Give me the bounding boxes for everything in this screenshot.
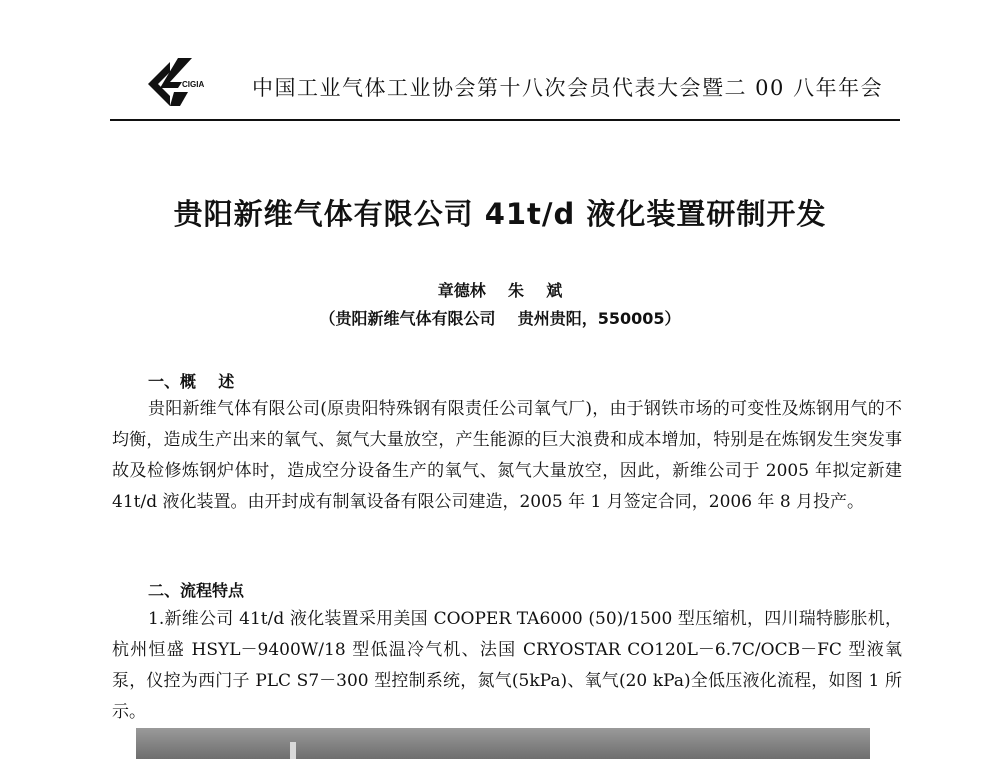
section-paragraph-process: 1.新维公司 41t/d 液化装置采用美国 COOPER TA6000 (50)/1500 型压缩机，四川瑞特膨胀机，杭州恒盛 HSYL－9400W/18 型低温冷气机、法国 CRYOSTAR CO120L－6.7C/OCB－FC 型液氧泵，仪控为西门子 PLC S7－300 型控制系统，氮气(5kPa)、氧气(20 kPa)全低压液化流程，如图 1 所示。 — [112, 609, 902, 722]
paper-title: 贵阳新维气体有限公司 41t/d 液化装置研制开发 — [173, 197, 827, 231]
section-heading-overview: 一、概 述 — [148, 372, 235, 391]
figure-1-image — [136, 728, 870, 759]
paper-authors: 章德林 朱 斌 — [437, 281, 563, 300]
section-heading-process: 二、流程特点 — [148, 581, 245, 600]
conference-header-title: 中国工业气体工业协会第十八次会员代表大会暨二 00 八年年会 — [252, 76, 884, 100]
logo-text: CIGIA — [182, 80, 205, 89]
section-paragraph-overview: 贵阳新维气体有限公司(原贵阳特殊钢有限责任公司氧气厂)，由于钢铁市场的可变性及炼钢用气的不均衡，造成生产出来的氧气、氮气大量放空，产生能源的巨大浪费和成本增加，特别是在炼钢发生突发事故及检修炼钢炉体时，造成空分设备生产的氧气、氮气大量放空，因此，新维公司于 2005 年拟定新建 41t/d 液化装置。由开封成有制氧设备有限公司建造，2005 年 1 月签定合同，2006 年 8 月投产。 — [112, 399, 902, 512]
paper-affiliation: （贵阳新维气体有限公司 贵州贵阳，550005） — [319, 309, 681, 328]
page-header — [110, 44, 900, 120]
figure-1-detail — [290, 742, 296, 759]
header-divider — [110, 119, 900, 121]
